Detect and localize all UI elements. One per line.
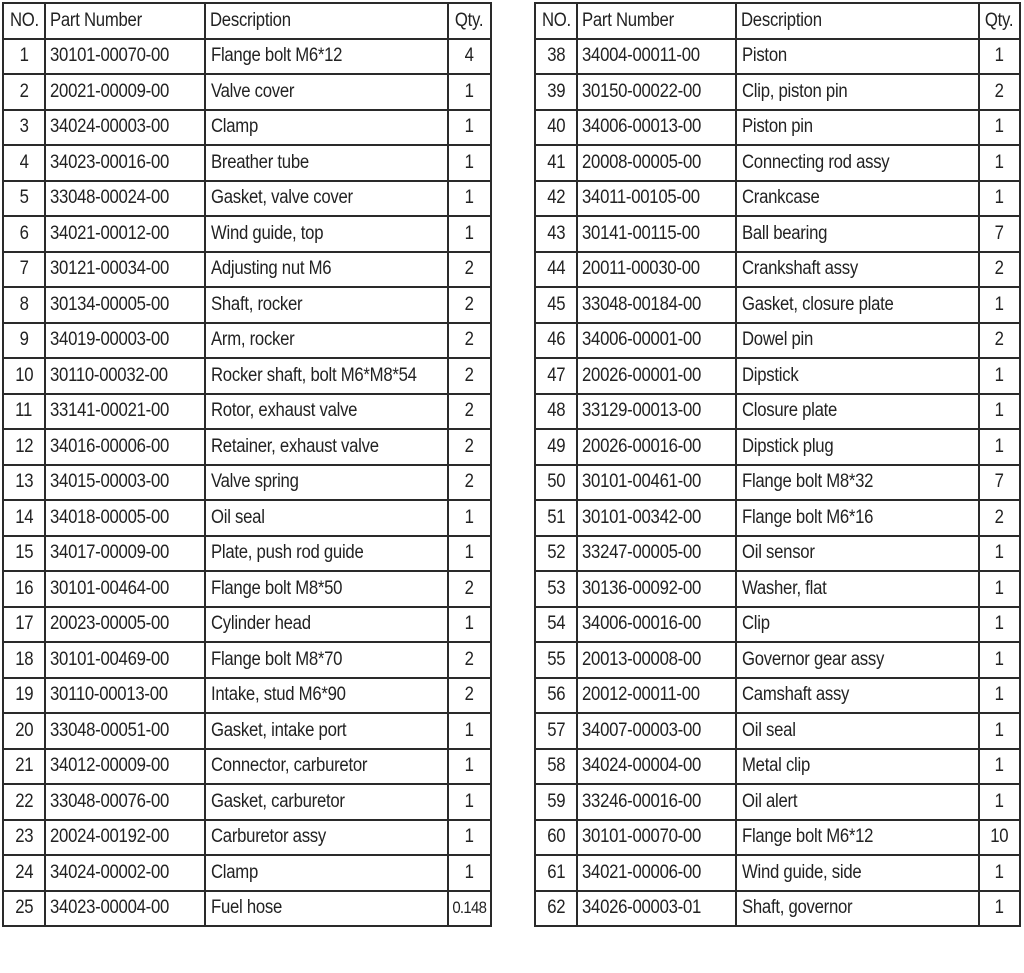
qty-cell: 4	[448, 39, 491, 75]
part-number-cell: 20023-00005-00	[45, 607, 205, 643]
part-number-cell: 20012-00011-00	[577, 678, 736, 714]
part-no-cell: 54	[535, 607, 577, 643]
table-row	[3, 110, 491, 146]
qty-cell: 1	[448, 749, 491, 785]
header-qty: Qty.	[448, 3, 491, 39]
part-number-cell: 33247-00005-00	[577, 536, 736, 572]
qty-cell: 2	[979, 74, 1020, 110]
description-cell: Gasket, closure plate	[736, 287, 979, 323]
part-no-cell: 61	[535, 855, 577, 891]
table-row	[3, 74, 491, 110]
part-number-cell: 33141-00021-00	[45, 394, 205, 430]
table-header-row	[535, 3, 1020, 39]
part-no-cell: 5	[3, 181, 45, 217]
description-cell: Dipstick plug	[736, 429, 979, 465]
part-number-cell: 30110-00032-00	[45, 358, 205, 394]
part-number-cell: 33048-00076-00	[45, 784, 205, 820]
part-number-cell: 20013-00008-00	[577, 642, 736, 678]
qty-cell: 7	[979, 465, 1020, 501]
table-row	[535, 678, 1020, 714]
part-number-cell: 34016-00006-00	[45, 429, 205, 465]
description-cell: Flange bolt M6*16	[736, 500, 979, 536]
description-cell: Dowel pin	[736, 323, 979, 359]
table-row	[3, 145, 491, 181]
table-row	[535, 252, 1020, 288]
qty-cell: 1	[448, 607, 491, 643]
header-part-number: Part Number	[577, 3, 736, 39]
part-number-cell: 34006-00013-00	[577, 110, 736, 146]
description-cell: Flange bolt M6*12	[736, 820, 979, 856]
part-no-cell: 41	[535, 145, 577, 181]
table-row	[535, 465, 1020, 501]
part-no-cell: 10	[3, 358, 45, 394]
qty-cell: 2	[979, 252, 1020, 288]
qty-cell: 1	[979, 39, 1020, 75]
description-cell: Ball bearing	[736, 216, 979, 252]
part-number-cell: 34006-00001-00	[577, 323, 736, 359]
table-row	[3, 216, 491, 252]
part-number-cell: 34024-00003-00	[45, 110, 205, 146]
description-cell: Connector, carburetor	[205, 749, 448, 785]
qty-cell: 1	[979, 642, 1020, 678]
description-cell: Valve spring	[205, 465, 448, 501]
qty-cell: 10	[979, 820, 1020, 856]
part-number-cell: 34024-00004-00	[577, 749, 736, 785]
part-no-cell: 25	[3, 891, 45, 927]
table-row	[3, 536, 491, 572]
table-row	[535, 642, 1020, 678]
table-row	[535, 394, 1020, 430]
part-number-cell: 33048-00184-00	[577, 287, 736, 323]
part-no-cell: 8	[3, 287, 45, 323]
part-no-cell: 2	[3, 74, 45, 110]
part-number-cell: 33129-00013-00	[577, 394, 736, 430]
qty-cell: 2	[448, 429, 491, 465]
qty-cell: 2	[979, 500, 1020, 536]
part-no-cell: 1	[3, 39, 45, 75]
part-no-cell: 11	[3, 394, 45, 430]
qty-cell: 2	[448, 678, 491, 714]
part-no-cell: 51	[535, 500, 577, 536]
part-no-cell: 56	[535, 678, 577, 714]
description-cell: Cylinder head	[205, 607, 448, 643]
part-number-cell: 30101-00342-00	[577, 500, 736, 536]
part-no-cell: 59	[535, 784, 577, 820]
part-no-cell: 3	[3, 110, 45, 146]
description-cell: Camshaft assy	[736, 678, 979, 714]
qty-cell: 1	[979, 536, 1020, 572]
part-number-cell: 30101-00070-00	[45, 39, 205, 75]
part-no-cell: 53	[535, 571, 577, 607]
part-no-cell: 55	[535, 642, 577, 678]
description-cell: Governor gear assy	[736, 642, 979, 678]
part-no-cell: 40	[535, 110, 577, 146]
part-no-cell: 45	[535, 287, 577, 323]
table-row	[3, 39, 491, 75]
part-no-cell: 16	[3, 571, 45, 607]
part-no-cell: 4	[3, 145, 45, 181]
part-no-cell: 49	[535, 429, 577, 465]
header-description: Description	[205, 3, 448, 39]
part-number-cell: 34007-00003-00	[577, 713, 736, 749]
part-number-cell: 34006-00016-00	[577, 607, 736, 643]
table-row	[535, 855, 1020, 891]
table-row	[535, 500, 1020, 536]
description-cell: Plate, push rod guide	[205, 536, 448, 572]
qty-cell: 2	[448, 252, 491, 288]
qty-cell: 2	[448, 465, 491, 501]
part-no-cell: 47	[535, 358, 577, 394]
table-row	[3, 287, 491, 323]
table-row	[3, 394, 491, 430]
description-cell: Gasket, valve cover	[205, 181, 448, 217]
part-no-cell: 9	[3, 323, 45, 359]
qty-cell: 1	[979, 784, 1020, 820]
part-number-cell: 20026-00016-00	[577, 429, 736, 465]
part-number-cell: 34015-00003-00	[45, 465, 205, 501]
qty-cell: 1	[979, 607, 1020, 643]
description-cell: Wind guide, side	[736, 855, 979, 891]
description-cell: Wind guide, top	[205, 216, 448, 252]
part-no-cell: 44	[535, 252, 577, 288]
qty-cell: 1	[448, 181, 491, 217]
description-cell: Gasket, carburetor	[205, 784, 448, 820]
qty-cell: 1	[979, 855, 1020, 891]
part-no-cell: 12	[3, 429, 45, 465]
part-no-cell: 38	[535, 39, 577, 75]
header-description: Description	[736, 3, 979, 39]
part-no-cell: 39	[535, 74, 577, 110]
description-cell: Rotor, exhaust valve	[205, 394, 448, 430]
table-row	[535, 287, 1020, 323]
description-cell: Breather tube	[205, 145, 448, 181]
description-cell: Flange bolt M8*50	[205, 571, 448, 607]
table-row	[535, 358, 1020, 394]
part-no-cell: 58	[535, 749, 577, 785]
description-cell: Shaft, governor	[736, 891, 979, 927]
table-row	[3, 181, 491, 217]
part-number-cell: 34004-00011-00	[577, 39, 736, 75]
table-row	[535, 571, 1020, 607]
table-row	[535, 749, 1020, 785]
table-row	[3, 749, 491, 785]
qty-cell: 1	[979, 358, 1020, 394]
part-no-cell: 17	[3, 607, 45, 643]
table-row	[535, 323, 1020, 359]
table-row	[535, 110, 1020, 146]
description-cell: Rocker shaft, bolt M6*M8*54	[205, 358, 448, 394]
table-row	[3, 323, 491, 359]
part-number-cell: 30141-00115-00	[577, 216, 736, 252]
parts-table-left-body	[3, 39, 491, 927]
qty-cell: 2	[448, 287, 491, 323]
description-cell: Clamp	[205, 110, 448, 146]
description-cell: Valve cover	[205, 74, 448, 110]
table-row	[535, 713, 1020, 749]
table-row	[535, 181, 1020, 217]
qty-cell: 1	[979, 287, 1020, 323]
description-cell: Carburetor assy	[205, 820, 448, 856]
qty-cell: 2	[448, 571, 491, 607]
table-row	[3, 500, 491, 536]
table-row	[3, 571, 491, 607]
table-row	[535, 216, 1020, 252]
part-no-cell: 57	[535, 713, 577, 749]
description-cell: Crankcase	[736, 181, 979, 217]
part-number-cell: 20011-00030-00	[577, 252, 736, 288]
parts-table-right-body	[535, 39, 1020, 927]
qty-cell: 1	[448, 145, 491, 181]
table-header-row	[3, 3, 491, 39]
table-row	[535, 536, 1020, 572]
table-row	[3, 642, 491, 678]
part-number-cell: 34021-00006-00	[577, 855, 736, 891]
part-no-cell: 52	[535, 536, 577, 572]
description-cell: Clip, piston pin	[736, 74, 979, 110]
table-row	[3, 607, 491, 643]
part-number-cell: 34011-00105-00	[577, 181, 736, 217]
parts-table-right	[534, 2, 1021, 927]
part-number-cell: 30101-00464-00	[45, 571, 205, 607]
description-cell: Flange bolt M8*32	[736, 465, 979, 501]
part-no-cell: 7	[3, 252, 45, 288]
table-row	[3, 891, 491, 927]
part-number-cell: 30134-00005-00	[45, 287, 205, 323]
qty-cell: 1	[979, 891, 1020, 927]
part-no-cell: 15	[3, 536, 45, 572]
qty-cell: 1	[448, 820, 491, 856]
part-number-cell: 34026-00003-01	[577, 891, 736, 927]
part-no-cell: 48	[535, 394, 577, 430]
part-number-cell: 20026-00001-00	[577, 358, 736, 394]
table-row	[535, 429, 1020, 465]
table-row	[535, 891, 1020, 927]
table-row	[535, 39, 1020, 75]
qty-cell: 1	[979, 749, 1020, 785]
description-cell: Crankshaft assy	[736, 252, 979, 288]
table-row	[535, 820, 1020, 856]
qty-cell: 1	[979, 571, 1020, 607]
part-no-cell: 20	[3, 713, 45, 749]
table-row	[535, 784, 1020, 820]
table-row	[3, 358, 491, 394]
part-no-cell: 24	[3, 855, 45, 891]
description-cell: Flange bolt M6*12	[205, 39, 448, 75]
table-row	[3, 784, 491, 820]
description-cell: Fuel hose	[205, 891, 448, 927]
part-no-cell: 14	[3, 500, 45, 536]
table-row	[535, 607, 1020, 643]
description-cell: Connecting rod assy	[736, 145, 979, 181]
parts-table-left	[2, 2, 492, 927]
part-number-cell: 30101-00070-00	[577, 820, 736, 856]
description-cell: Clamp	[205, 855, 448, 891]
qty-cell: 1	[448, 74, 491, 110]
table-row	[3, 820, 491, 856]
description-cell: Arm, rocker	[205, 323, 448, 359]
part-number-cell: 30101-00461-00	[577, 465, 736, 501]
part-number-cell: 34017-00009-00	[45, 536, 205, 572]
description-cell: Piston	[736, 39, 979, 75]
part-no-cell: 42	[535, 181, 577, 217]
qty-cell: 1	[979, 394, 1020, 430]
description-cell: Gasket, intake port	[205, 713, 448, 749]
header-no: NO.	[535, 3, 577, 39]
qty-cell: 1	[979, 429, 1020, 465]
qty-cell: 1	[979, 110, 1020, 146]
description-cell: Flange bolt M8*70	[205, 642, 448, 678]
table-row	[3, 713, 491, 749]
qty-cell: 1	[448, 110, 491, 146]
qty-cell: 1	[448, 536, 491, 572]
part-number-cell: 33048-00051-00	[45, 713, 205, 749]
header-part-number: Part Number	[45, 3, 205, 39]
description-cell: Washer, flat	[736, 571, 979, 607]
part-no-cell: 19	[3, 678, 45, 714]
part-no-cell: 21	[3, 749, 45, 785]
header-no: NO.	[3, 3, 45, 39]
qty-cell: 1	[448, 784, 491, 820]
description-cell: Metal clip	[736, 749, 979, 785]
description-cell: Retainer, exhaust valve	[205, 429, 448, 465]
qty-cell: 1	[448, 855, 491, 891]
qty-cell: 2	[448, 394, 491, 430]
description-cell: Closure plate	[736, 394, 979, 430]
description-cell: Shaft, rocker	[205, 287, 448, 323]
part-number-cell: 34023-00016-00	[45, 145, 205, 181]
part-no-cell: 43	[535, 216, 577, 252]
qty-cell: 1	[448, 216, 491, 252]
part-number-cell: 34023-00004-00	[45, 891, 205, 927]
part-no-cell: 60	[535, 820, 577, 856]
part-number-cell: 20021-00009-00	[45, 74, 205, 110]
table-row	[3, 678, 491, 714]
part-number-cell: 20024-00192-00	[45, 820, 205, 856]
description-cell: Oil sensor	[736, 536, 979, 572]
qty-cell: 2	[448, 358, 491, 394]
part-no-cell: 50	[535, 465, 577, 501]
header-qty: Qty.	[979, 3, 1020, 39]
part-number-cell: 34012-00009-00	[45, 749, 205, 785]
qty-cell: 7	[979, 216, 1020, 252]
qty-cell: 1	[448, 500, 491, 536]
description-cell: Piston pin	[736, 110, 979, 146]
qty-cell: 1	[448, 713, 491, 749]
part-number-cell: 30150-00022-00	[577, 74, 736, 110]
description-cell: Oil seal	[205, 500, 448, 536]
qty-cell: 2	[979, 323, 1020, 359]
part-number-cell: 34019-00003-00	[45, 323, 205, 359]
qty-cell: 2	[448, 642, 491, 678]
qty-cell: 1	[979, 678, 1020, 714]
part-no-cell: 18	[3, 642, 45, 678]
qty-cell: 2	[448, 323, 491, 359]
part-number-cell: 34024-00002-00	[45, 855, 205, 891]
description-cell: Oil alert	[736, 784, 979, 820]
part-number-cell: 30136-00092-00	[577, 571, 736, 607]
part-no-cell: 13	[3, 465, 45, 501]
qty-cell: 1	[979, 145, 1020, 181]
qty-cell: 1	[979, 713, 1020, 749]
part-no-cell: 6	[3, 216, 45, 252]
description-cell: Adjusting nut M6	[205, 252, 448, 288]
part-number-cell: 30121-00034-00	[45, 252, 205, 288]
description-cell: Clip	[736, 607, 979, 643]
description-cell: Intake, stud M6*90	[205, 678, 448, 714]
part-number-cell: 34021-00012-00	[45, 216, 205, 252]
description-cell: Dipstick	[736, 358, 979, 394]
part-number-cell: 33246-00016-00	[577, 784, 736, 820]
qty-cell: 1	[979, 181, 1020, 217]
part-no-cell: 22	[3, 784, 45, 820]
table-row	[535, 145, 1020, 181]
qty-cell: 0.148	[448, 891, 491, 927]
part-number-cell: 34018-00005-00	[45, 500, 205, 536]
table-row	[3, 252, 491, 288]
part-number-cell: 33048-00024-00	[45, 181, 205, 217]
table-row	[3, 465, 491, 501]
part-number-cell: 30110-00013-00	[45, 678, 205, 714]
part-number-cell: 30101-00469-00	[45, 642, 205, 678]
description-cell: Oil seal	[736, 713, 979, 749]
part-number-cell: 20008-00005-00	[577, 145, 736, 181]
table-row	[3, 429, 491, 465]
table-row	[535, 74, 1020, 110]
part-no-cell: 62	[535, 891, 577, 927]
table-row	[3, 855, 491, 891]
part-no-cell: 23	[3, 820, 45, 856]
part-no-cell: 46	[535, 323, 577, 359]
